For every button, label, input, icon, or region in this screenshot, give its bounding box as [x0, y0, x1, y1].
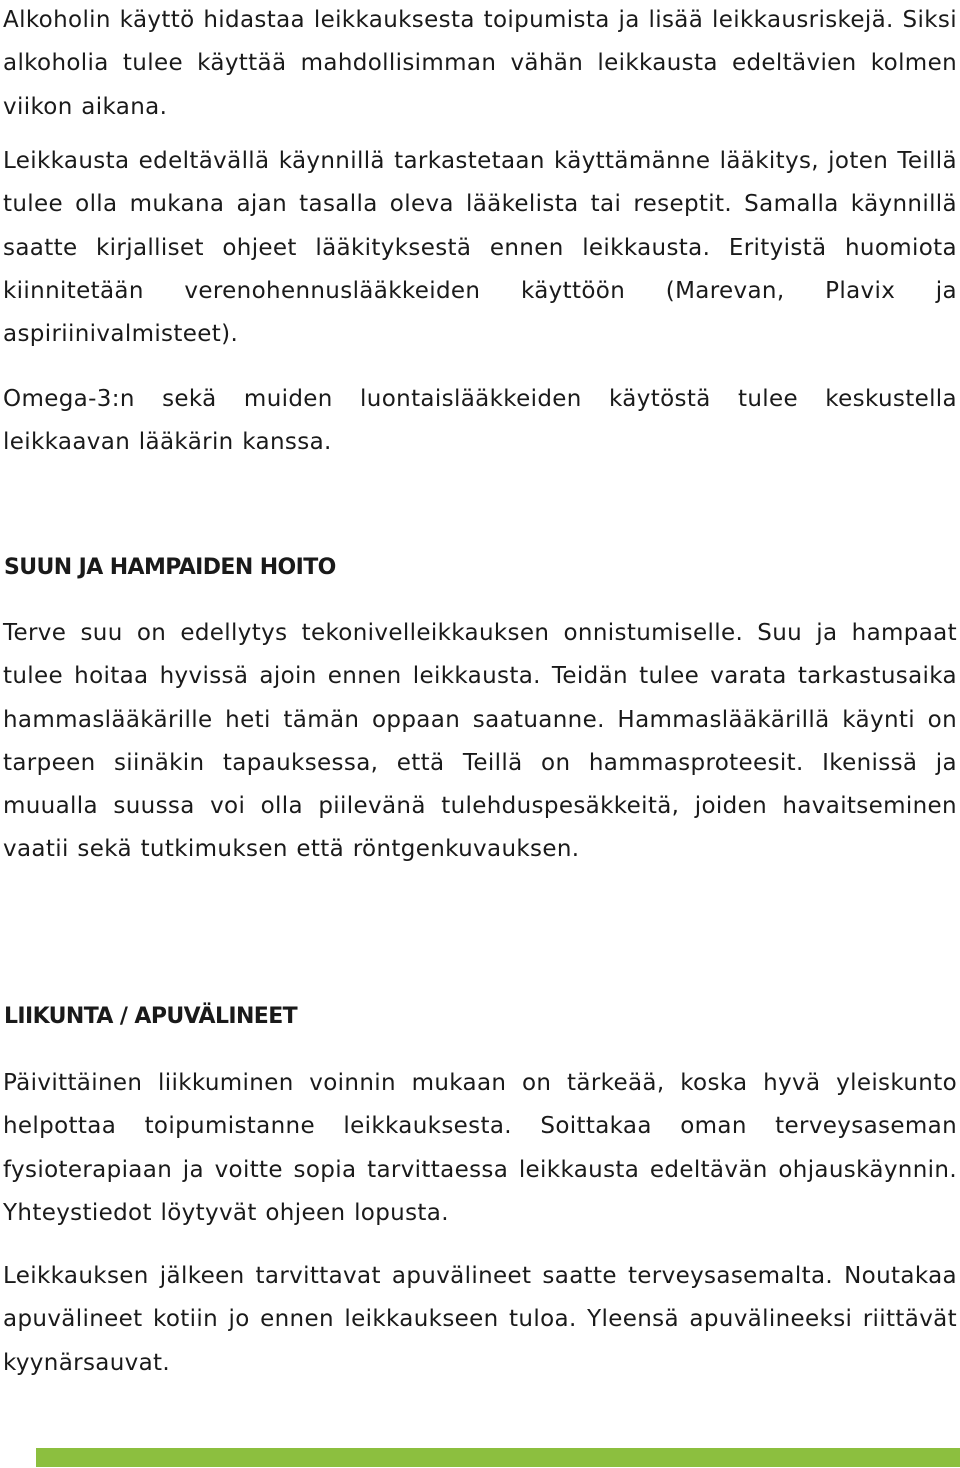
paragraph-exercise: Päivittäinen liikkuminen voinnin mukaan on tärkeää, koska hyvä yleiskunto helpottaa toipumistanne leikkauksesta. Soittakaa oman terveysaseman fysioterapiaan ja voitte sopia tarvittaessa leikkausta edeltävän ohjauskäynnin. Yhteystiedot löytyvät ohjeen lopusta.	[3, 1070, 957, 1226]
heading-dental-care: SUUN JA HAMPAIDEN HOITO	[4, 555, 336, 580]
paragraph-aids: Leikkauksen jälkeen tarvittavat apuvälineet saatte terveysasemalta. Noutakaa apuvälineet kotiin jo ennen leikkaukseen tuloa. Yleensä apuvälineeksi riittävät kyynärsauvat.	[3, 1263, 957, 1376]
paragraph-medication: Leikkausta edeltävällä käynnillä tarkastetaan käyttämänne lääkitys, joten Teillä tulee olla mukana ajan tasalla oleva lääkelista tai reseptit. Samalla käynnillä saatte kirjalliset ohjeet lääkityksestä ennen leikkausta. Erityistä huomiota kiinnitetään verenohennuslääkkeiden käyttöön (Marevan, Plavix ja aspiriinivalmisteet).	[3, 148, 957, 348]
paragraph-omega: Omega-3:n sekä muiden luontaislääkkeiden käytöstä tulee keskustella leikkaavan lääkärin kanssa.	[3, 386, 957, 456]
paragraph-alcohol: Alkoholin käyttö hidastaa leikkauksesta toipumista ja lisää leikkausriskejä. Siksi alkoholia tulee käyttää mahdollisimman vähän leikkausta edeltävien kolmen viikon aikana.	[3, 7, 957, 120]
footer-decorative-bar	[36, 1448, 960, 1467]
paragraph-dental-care: Terve suu on edellytys tekonivelleikkauksen onnistumiselle. Suu ja hampaat tulee hoitaa hyvissä ajoin ennen leikkausta. Teidän tulee varata tarkastusaika hammaslääkärille heti tämän oppaan saatuanne. Hammaslääkärillä käynti on tarpeen siinäkin tapauksessa, että Teillä on hammasproteesit. Ikenissä ja muualla suussa voi olla piilevänä tulehduspesäkkeitä, joiden havaitseminen vaatii sekä tutkimuksen että röntgenkuvauksen.	[3, 620, 957, 863]
heading-exercise-aids: LIIKUNTA / APUVÄLINEET	[4, 1004, 298, 1029]
